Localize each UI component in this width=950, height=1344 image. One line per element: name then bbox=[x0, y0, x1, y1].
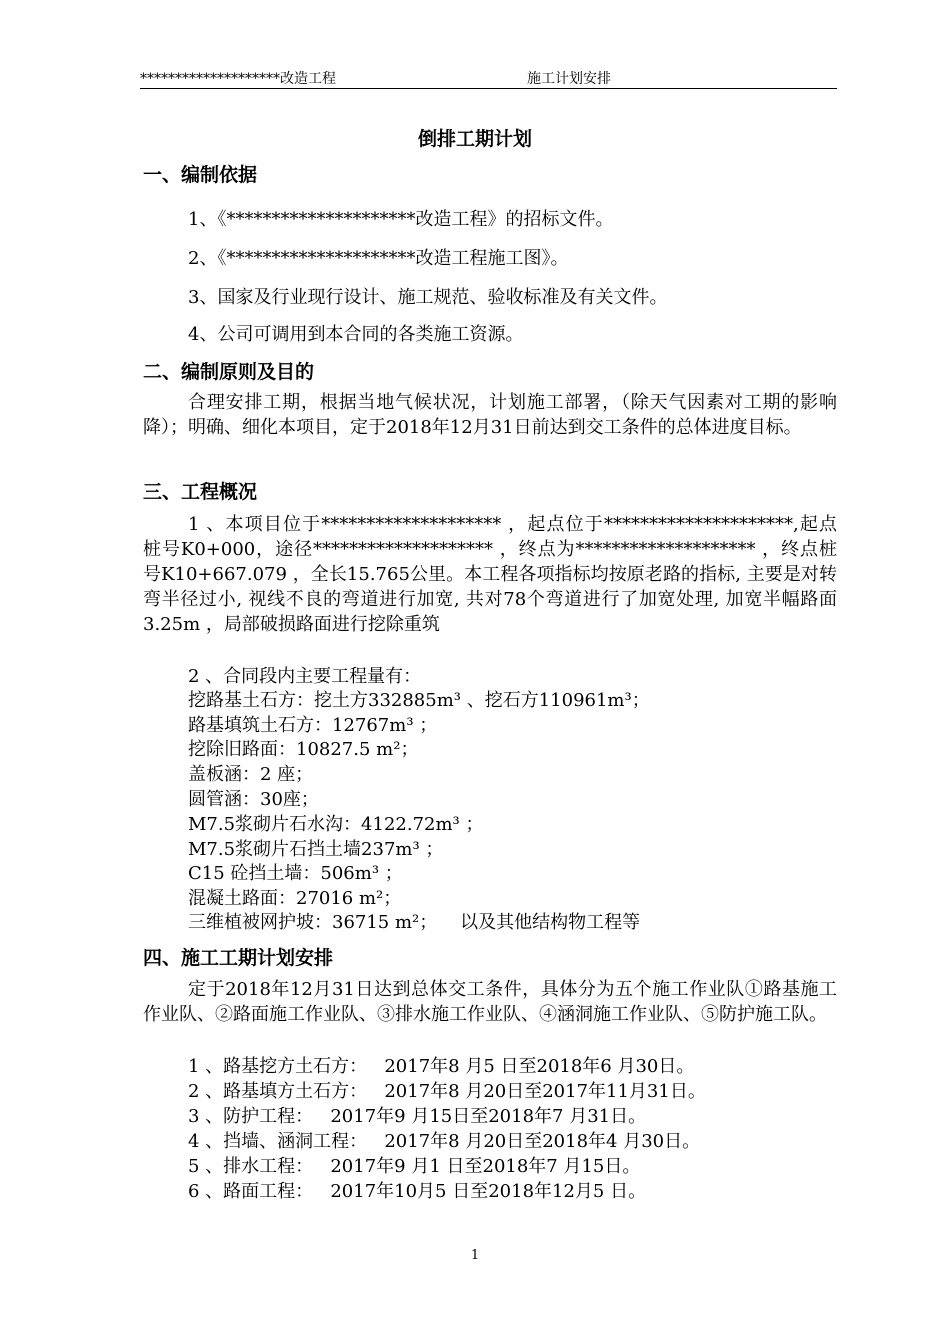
schedule-item: 4 、挡墙、涵洞工程： 2017年8 月20日至2018年4 月30日。 bbox=[188, 1131, 701, 1152]
basis-item: 2、《*********************改造工程施工图》。 bbox=[188, 248, 569, 269]
basis-item: 3、国家及行业现行设计、施工规范、验收标准及有关文件。 bbox=[188, 287, 668, 308]
quantity-item: M7.5浆砌片石水沟：4122.72m³ ； bbox=[188, 814, 484, 835]
quantity-item: 挖路基土石方：挖土方332885m³ 、挖石方110961m³； bbox=[188, 690, 650, 711]
schedule-item: 3 、防护工程： 2017年9 月15日至2018年7 月31日。 bbox=[188, 1106, 647, 1127]
overview-paragraph: 1 、本项目位于******************** ，起点位于*********************,起点桩号K0+000，途径******************** ，终点为******************** ，终点桩号K10+667.079 ，全长15.765公里。本工程各项指标均按原老路的指标, 主要是对转弯半径过小, 视线不良的弯道进行加宽, 共对78个弯道进行了加宽处理, 加宽半幅路面3.25m ，局部破损路面进行挖除重筑 bbox=[143, 514, 837, 635]
schedule-item: 5 、排水工程： 2017年9 月1 日至2018年7 月15日。 bbox=[188, 1156, 641, 1177]
basis-item: 1、《*********************改造工程》的招标文件。 bbox=[188, 209, 614, 230]
quantity-item: 圆管涵：30座； bbox=[188, 789, 319, 810]
quantity-item: 盖板涵：2 座； bbox=[188, 764, 314, 785]
schedule-item: 2 、路基填方土石方： 2017年8 月20日至2017年11月31日。 bbox=[188, 1081, 706, 1102]
section-heading-principles: 二、编制原则及目的 bbox=[143, 361, 315, 383]
principles-paragraph: 合理安排工期，根据当地气候状况，计划施工部署，（除天气因素对工期的影响降）；明确、细化本项目，定于2018年12月31日前达到交工条件的总体进度目标。 bbox=[143, 392, 837, 438]
basis-item: 4、公司可调用到本合同的各类施工资源。 bbox=[188, 324, 524, 345]
section-heading-basis: 一、编制依据 bbox=[143, 164, 258, 186]
quantity-item: C15 砼挡土墙：506m³ ； bbox=[188, 863, 403, 884]
header-project-name: ********************改造工程 bbox=[140, 71, 336, 87]
schedule-item: 1 、路基挖方土石方： 2017年8 月5 日至2018年6 月30日。 bbox=[188, 1056, 695, 1077]
section-heading-schedule: 四、施工工期计划安排 bbox=[143, 947, 334, 969]
header-section-title: 施工计划安排 bbox=[527, 71, 611, 87]
page-header bbox=[140, 66, 837, 89]
schedule-item: 6 、路面工程： 2017年10月5 日至2018年12月5 日。 bbox=[188, 1181, 647, 1202]
page-number: 1 bbox=[470, 1248, 480, 1263]
quantity-item: 挖除旧路面：10827.5 m²； bbox=[188, 739, 419, 760]
section-heading-overview: 三、工程概况 bbox=[143, 481, 258, 503]
schedule-paragraph: 定于2018年12月31日达到总体交工条件，具体分为五个施工作业队①路基施工作业队、②路面施工作业队、③排水施工作业队、④涵洞施工作业队、⑤防护施工队。 bbox=[143, 979, 837, 1025]
quantity-item: 三维植被网护坡：36715 m²； 以及其他结构物工程等 bbox=[188, 912, 641, 933]
document-title: 倒排工期计划 bbox=[417, 128, 532, 150]
quantity-item: 路基填筑土石方：12767m³ ； bbox=[188, 715, 438, 736]
quantity-item: M7.5浆砌片石挡土墙237m³ ； bbox=[188, 839, 444, 860]
quantities-intro: 2 、合同段内主要工程量有： bbox=[188, 666, 422, 687]
quantity-item: 混凝土路面：27016 m²； bbox=[188, 888, 402, 909]
